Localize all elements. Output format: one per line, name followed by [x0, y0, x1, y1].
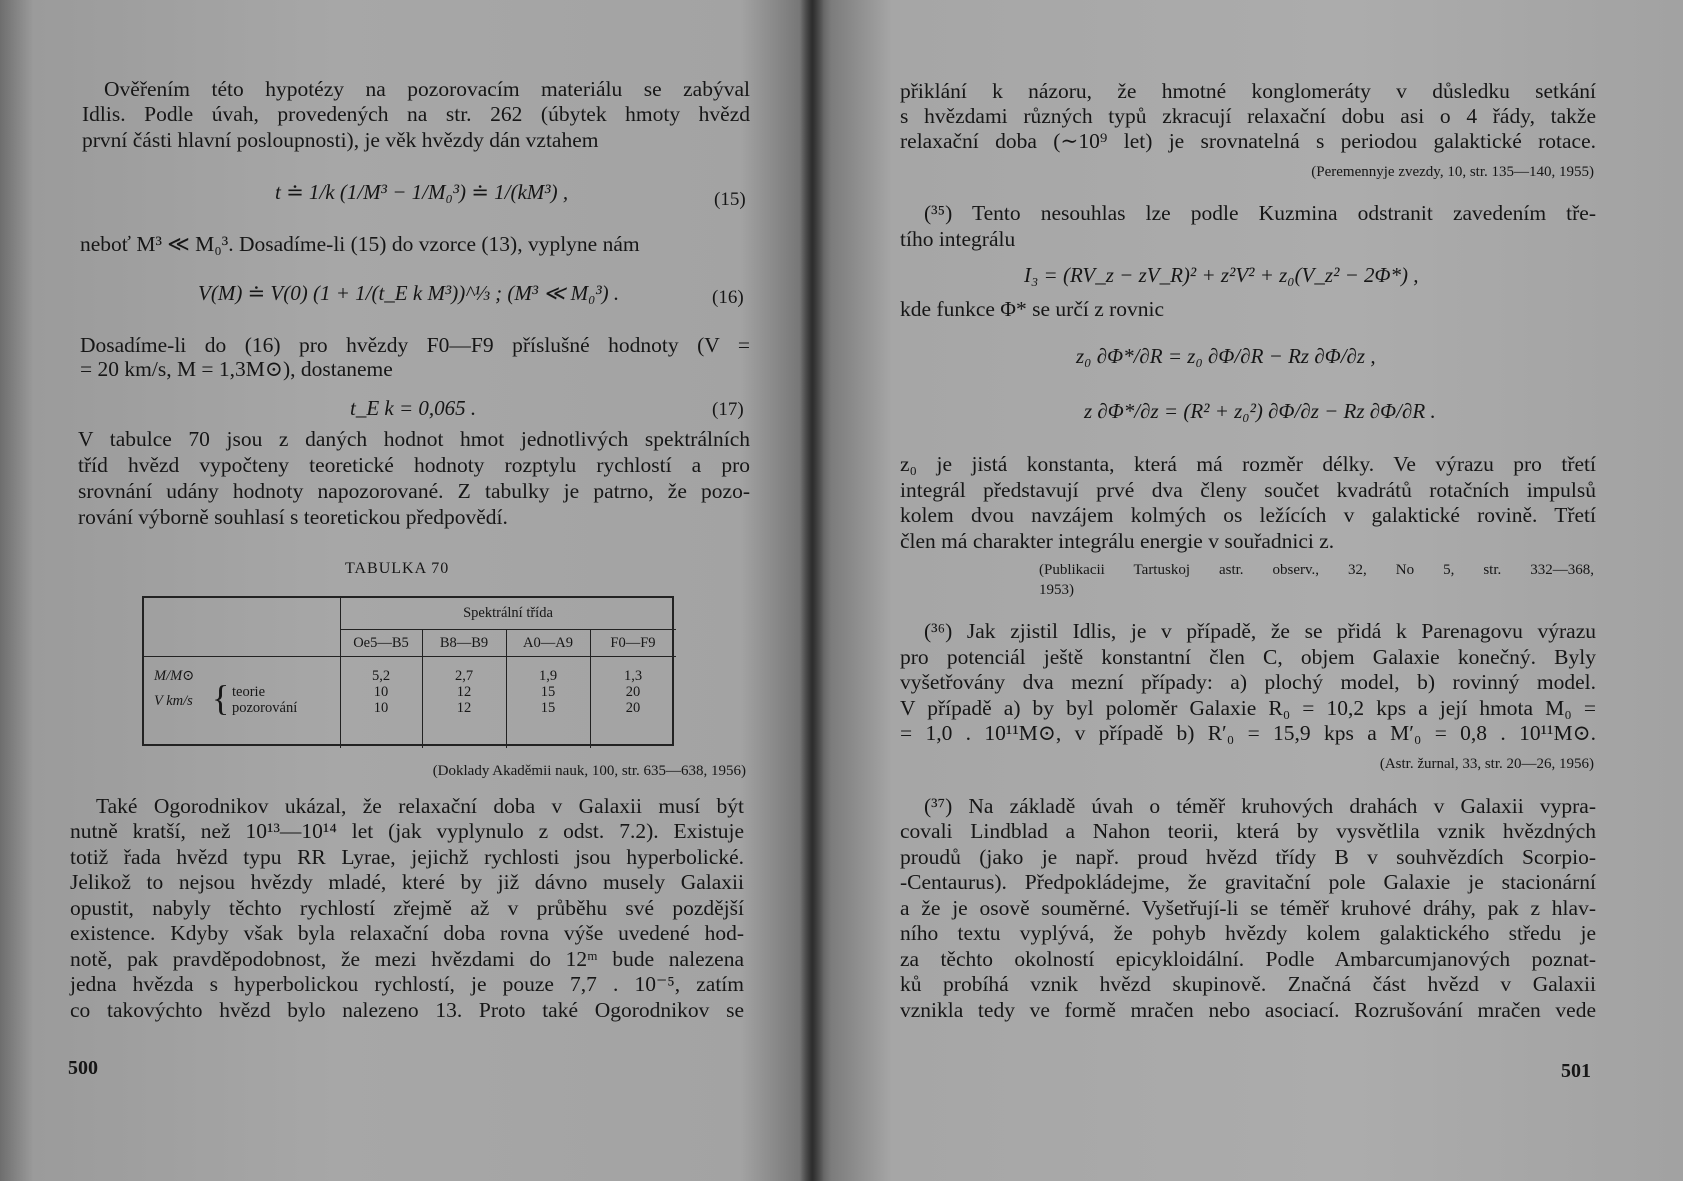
- text-line: -Centaurus). Předpokládejme, že gravitační pole Galaxie je stacionární: [900, 870, 1596, 894]
- table-cell: 15: [540, 684, 556, 700]
- text-line: tího integrálu: [900, 227, 1016, 251]
- table-row-label: V km/s: [154, 693, 193, 709]
- text-line: kde funkce Φ* se určí z rovnic: [900, 297, 1165, 321]
- text-line: kolem dvou navzájem kolmých os ležících v galaktické rovině. Třetí: [900, 503, 1596, 527]
- text-line: jedna hvězda s hyperbolickou rychlostí, je pouze 7,7 . 10⁻⁵, zatím: [70, 972, 744, 996]
- text-line: = 1,0 . 10¹¹M⊙, v případě b) R′₀ = 15,9 kps a M′₀ = 0,8 . 10¹¹M⊙.: [900, 721, 1596, 745]
- text-line: srovnání udány hodnoty napozorované. Z tabulky je patrno, že pozo-: [78, 479, 750, 503]
- text-line: a že je osově souměrné. Vyšetřují-li se téměř kruhové dráhy, pak z hlav-: [900, 896, 1596, 920]
- table-caption: TABULKA 70: [345, 560, 450, 577]
- text-line: covali Lindblad a Nahon teorii, která by vysvětlila vznik hvězdných: [900, 819, 1596, 843]
- text-line: s hvězdami různých typů zkracují relaxační dobu asi o 4 řády, takže: [900, 104, 1596, 128]
- text-line: první části hlavní posloupnosti), je věk hvězdy dán vztahem: [82, 128, 599, 152]
- table-cell: 15: [540, 700, 556, 716]
- text-line: = 20 km/s, M = 1,3M⊙), dostaneme: [80, 357, 393, 381]
- text-line: Ověřením této hypotézy na pozorovacím materiálu se zabýval: [104, 77, 750, 101]
- text-line: Také Ogorodnikov ukázal, že relaxační doba v Galaxii musí být: [96, 794, 744, 818]
- text-line: Dosadíme-li do (16) pro hvězdy F0—F9 příslušné hodnoty (V =: [80, 333, 750, 357]
- equation-partial-a: z₀ ∂Φ*/∂R = z₀ ∂Φ/∂R − Rz ∂Φ/∂z ,: [1076, 344, 1376, 368]
- text-line: opustit, nabyly těchto rychlostí zřejmě až v průběhu své pozdější: [70, 896, 744, 920]
- table-cell: 20: [625, 700, 641, 716]
- text-line: Idlis. Podle úvah, provedených na str. 262 (úbytek hmoty hvězd: [82, 102, 750, 126]
- table-rule: [144, 656, 676, 657]
- table-row-label: pozorování: [232, 700, 298, 716]
- equation-15: t ≐ 1/k (1/M³ − 1/M₀³) ≐ 1/(kM³) ,: [275, 180, 569, 204]
- text-line: pro potenciál ještě konstantní člen C, objem Galaxie konečný. Byly: [900, 645, 1596, 669]
- equation-third-integral: I₃ = (RV_z − zV_R)² + z²V² + z₀(V_z² − 2Φ*) ,: [1024, 263, 1419, 287]
- equation-17: t_E k = 0,065 .: [350, 396, 477, 420]
- text-line: proudů (jako je např. proud hvězd třídy B v souhvězdích Scorpio-: [900, 845, 1596, 869]
- table-cell: 10: [373, 700, 389, 716]
- text-line: V případě a) by byl poloměr Galaxie R₀ = 10,2 kps a její hmota M₀ =: [900, 696, 1596, 720]
- text-line: člen má charakter integrálu energie v souřadnici z.: [900, 529, 1335, 553]
- table-cell: 12: [456, 700, 472, 716]
- data-table: [142, 596, 674, 746]
- table-column-header: F0—F9: [610, 635, 656, 651]
- text-line: přiklání k názoru, že hmotné konglomeráty v důsledku setkání: [900, 79, 1596, 103]
- source-citation: (Doklady Akaděmii nauk, 100, str. 635—638, 1956): [432, 763, 746, 779]
- text-line: za těchto okolností epicykloidální. Podle Ambarcumjanových poznat-: [900, 947, 1596, 971]
- text-line: rování výborně souhlasí s teoretickou předpovědí.: [78, 505, 508, 529]
- table-column-header: Oe5—B5: [353, 635, 409, 651]
- text-line: (³⁷) Na základě úvah o téměř kruhových drahách v Galaxii vypra-: [924, 794, 1596, 818]
- equation-number: (16): [712, 287, 744, 308]
- table-cell: 10: [373, 684, 389, 700]
- text-line: V tabulce 70 jsou z daných hodnot hmot jednotlivých spektrálních: [78, 427, 750, 451]
- table-brace: {: [212, 678, 230, 718]
- table-cell: 1,3: [623, 668, 643, 684]
- table-group-header: Spektrální třída: [463, 605, 553, 621]
- text-line: (³⁶) Jak zjistil Idlis, je v případě, že se přidá k Parenagovu výrazu: [924, 619, 1596, 643]
- text-line: vznikla tedy ve formě mračen nebo asociací. Rozrušování mračen vede: [900, 998, 1596, 1022]
- table-cell: 5,2: [371, 668, 391, 684]
- table-cell: 1,9: [538, 668, 558, 684]
- book-gutter: [800, 0, 824, 1181]
- table-row-label: teorie: [232, 684, 266, 700]
- right-page: [824, 0, 1683, 1181]
- text-line: nutně kratší, než 10¹³—10¹⁴ let (jak vyplynulo z odst. 7.2). Existuje: [70, 819, 744, 843]
- table-column-header: B8—B9: [439, 635, 489, 651]
- table-row-label: M/M⊙: [154, 668, 195, 684]
- table-column-header: A0—A9: [523, 635, 573, 651]
- table-cell: 20: [625, 684, 641, 700]
- text-line: notě, pak pravděpodobnost, že mezi hvězdami do 12ᵐ bude nalezena: [70, 947, 744, 971]
- text-line: integrál představují prvé dva členy součet kvadrátů rotačních impulsů: [900, 478, 1596, 502]
- equation-partial-b: z ∂Φ*/∂z = (R² + z₀²) ∂Φ/∂z − Rz ∂Φ/∂R .: [1084, 399, 1436, 423]
- equation-number: (15): [714, 189, 746, 210]
- text-line: co takovýchto hvězd bylo nalezeno 13. Proto také Ogorodnikov se: [70, 998, 744, 1022]
- text-line: neboť M³ ≪ M₀³. Dosadíme-li (15) do vzorce (13), vyplyne nám: [80, 232, 640, 256]
- source-citation: 1953): [1039, 582, 1074, 598]
- page-number: 501: [1561, 1060, 1591, 1082]
- text-line: ků probíhá vznik hvězd skupinově. Značná část hvězd v Galaxii: [900, 972, 1596, 996]
- source-citation: (Publikacii Tartuskoj astr. observ., 32, No 5, str. 332—368,: [1039, 562, 1594, 578]
- text-line: z₀ je jistá konstanta, která má rozměr délky. Ve výrazu pro třetí: [900, 452, 1596, 476]
- left-page: [0, 0, 800, 1181]
- text-line: Jelikož to nejsou hvězdy mladé, které by již dávno musely Galaxii: [70, 870, 744, 894]
- table-rule: [340, 629, 676, 630]
- text-line: totiž řada hvězd typu RR Lyrae, jejichž rychlosti jsou hyperbolické.: [70, 845, 744, 869]
- equation-number: (17): [712, 399, 744, 420]
- text-line: (³⁵) Tento nesouhlas lze podle Kuzmina odstranit zavedením tře-: [924, 201, 1596, 225]
- text-line: vyšetřovány dva mezní případy: a) plochý model, b) rovinný model.: [900, 670, 1596, 694]
- source-citation: (Astr. žurnal, 33, str. 20—26, 1956): [1379, 756, 1594, 772]
- table-cell: 2,7: [454, 668, 474, 684]
- source-citation: (Peremennyje zvezdy, 10, str. 135—140, 1955): [1311, 164, 1594, 180]
- text-line: tříd hvězd vypočteny teoretické hodnoty rozptylu rychlostí a pro: [78, 453, 750, 477]
- text-line: existence. Kdyby však byla relaxační doba rovna výše uvedené hod-: [70, 921, 744, 945]
- text-line: relaxační doba (∼10⁹ let) je srovnatelná s periodou galaktické rotace.: [900, 129, 1596, 153]
- text-line: ního textu vyplývá, že pohyb hvězdy kolem galaktického středu je: [900, 921, 1596, 945]
- page-number: 500: [68, 1057, 98, 1079]
- equation-16: V(M) ≐ V(0) (1 + 1/(t_E k M³))^⅓ ; (M³ ≪ M₀³) .: [198, 281, 620, 305]
- table-cell: 12: [456, 684, 472, 700]
